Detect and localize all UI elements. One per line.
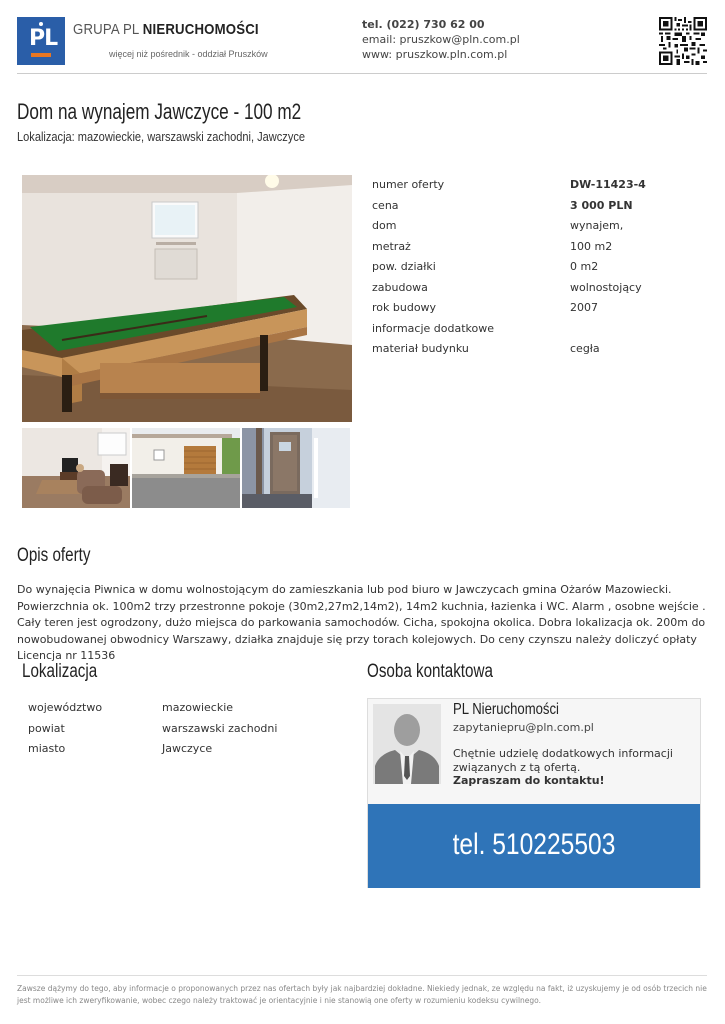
agent-phone[interactable]: tel. 510225503: [452, 828, 616, 861]
location-label: miasto: [28, 742, 66, 755]
detail-value: DW-11423-4: [570, 178, 646, 191]
hallway-door-photo[interactable]: [242, 428, 350, 508]
location-heading: Lokalizacja: [22, 661, 98, 682]
detail-row: [372, 240, 707, 261]
detail-row: [372, 342, 707, 363]
office-email[interactable]: email: pruszkow@pln.com.pl: [362, 33, 520, 46]
detail-row: [372, 178, 707, 199]
location-table: [28, 701, 328, 763]
description-text: Do wynajęcia Piwnica w domu wolnostojącym do zamieszkania lub pod biuro w Jawczycach gmina Ożarów Mazowiecki. Powierzchnia ok. 100m2 trzy przestronne pokoje (30m2,27m2,14m2), 14m2 kuchnia, łazienka i WC. Alarm , osobne wejście . Cały teren jest ogrodzony, dużo miejsca do parkowania samochodów. Cicha, spokojna okolica. Dobra lokalizacja ok. 200m do nowobudowanej obwodnicy Warszawy, działka znajduje się przy torach kolejowych. Do ceny czynszu należy doliczyć opłaty Licencja nr 11536: [17, 583, 706, 662]
detail-row: [372, 260, 707, 281]
agent-email[interactable]: zapytaniepru@pln.com.pl: [453, 721, 594, 734]
agent-cta: Zapraszam do kontaktu!: [453, 774, 605, 787]
detail-label: dom: [372, 219, 397, 232]
living-room-photo[interactable]: [22, 428, 130, 508]
agent-name: PL Nieruchomości: [453, 701, 559, 718]
detail-label: zabudowa: [372, 280, 428, 294]
listing-location: Lokalizacja: mazowieckie, warszawski zachodni, Jawczyce: [17, 129, 306, 144]
location-label: powiat: [28, 721, 65, 735]
footer-disclaimer: Zawsze dążymy do tego, aby informacje o proponowanych przez nas ofertach były jak najbardziej dokładne. Niekiedy jednak, ze względu na fakt, iż uzyskujemy je od osób trzecich nie jest możliwe ich zweryfikowanie, wobec czego należy traktować je orientacyjnie i nie stanowią one oferty w rozumieniu kodeksu cywilnego.: [17, 984, 707, 1005]
office-phone[interactable]: tel. (022) 730 62 00: [362, 18, 485, 31]
phone-box[interactable]: [368, 804, 700, 888]
contact-card: [367, 698, 701, 888]
detail-row: [372, 281, 707, 302]
footer-divider: [17, 975, 707, 976]
detail-value: 0 m2: [570, 260, 599, 273]
location-row: [28, 742, 328, 763]
brand-name-light: GRUPA PL: [73, 21, 143, 38]
detail-label: numer oferty: [372, 178, 445, 191]
listing-details-table: [372, 178, 707, 363]
pl-logo-icon[interactable]: PL: [17, 17, 65, 65]
location-label: województwo: [28, 701, 103, 714]
location-row: [28, 701, 328, 722]
detail-row: [372, 219, 707, 240]
office-www[interactable]: www: pruszkow.pln.com.pl: [362, 48, 508, 61]
office-contact: [362, 17, 520, 62]
detail-value: wynajem,: [570, 219, 624, 232]
detail-value: cegła: [570, 342, 600, 355]
location-value: Jawczyce: [162, 742, 213, 755]
detail-label: cena: [372, 198, 399, 212]
detail-value: 2007: [570, 301, 598, 314]
location-value: warszawski zachodni: [162, 721, 278, 735]
location-row: [28, 722, 328, 743]
detail-value: wolnostojący: [570, 280, 642, 294]
detail-label: informacje dodatkowe: [372, 321, 495, 335]
header-divider: [17, 73, 707, 74]
detail-label: pow. działki: [372, 260, 436, 273]
qr-code-icon: [659, 17, 707, 65]
billiard-table-room-photo[interactable]: [22, 175, 352, 422]
page-header: [0, 0, 725, 74]
detail-row: [372, 301, 707, 322]
location-value: mazowieckie: [162, 701, 234, 714]
contact-heading: Osoba kontaktowa: [367, 661, 493, 682]
detail-value: 100 m2: [570, 239, 613, 253]
detail-row: [372, 322, 707, 343]
agent-message: [453, 747, 693, 788]
detail-label: materiał budynku: [372, 342, 469, 355]
brand-name-bold: NIERUCHOMOŚCI: [142, 21, 259, 38]
listing-title: Dom na wynajem Jawczyce - 100 m2: [17, 99, 302, 124]
person-avatar-icon: [373, 704, 441, 784]
detail-label: metraż: [372, 239, 411, 253]
description-heading: Opis oferty: [17, 545, 91, 566]
brand-name: [73, 21, 259, 38]
detail-value: 3 000 PLN: [570, 198, 633, 212]
detail-label: rok budowy: [372, 301, 437, 314]
brand-tagline: więcej niż pośrednik - oddział Pruszków: [109, 49, 268, 59]
agent-message-text: Chętnie udzielę dodatkowych informacji związanych z tą ofertą.: [453, 747, 673, 774]
garage-exterior-photo[interactable]: [132, 428, 240, 508]
detail-row: [372, 199, 707, 220]
